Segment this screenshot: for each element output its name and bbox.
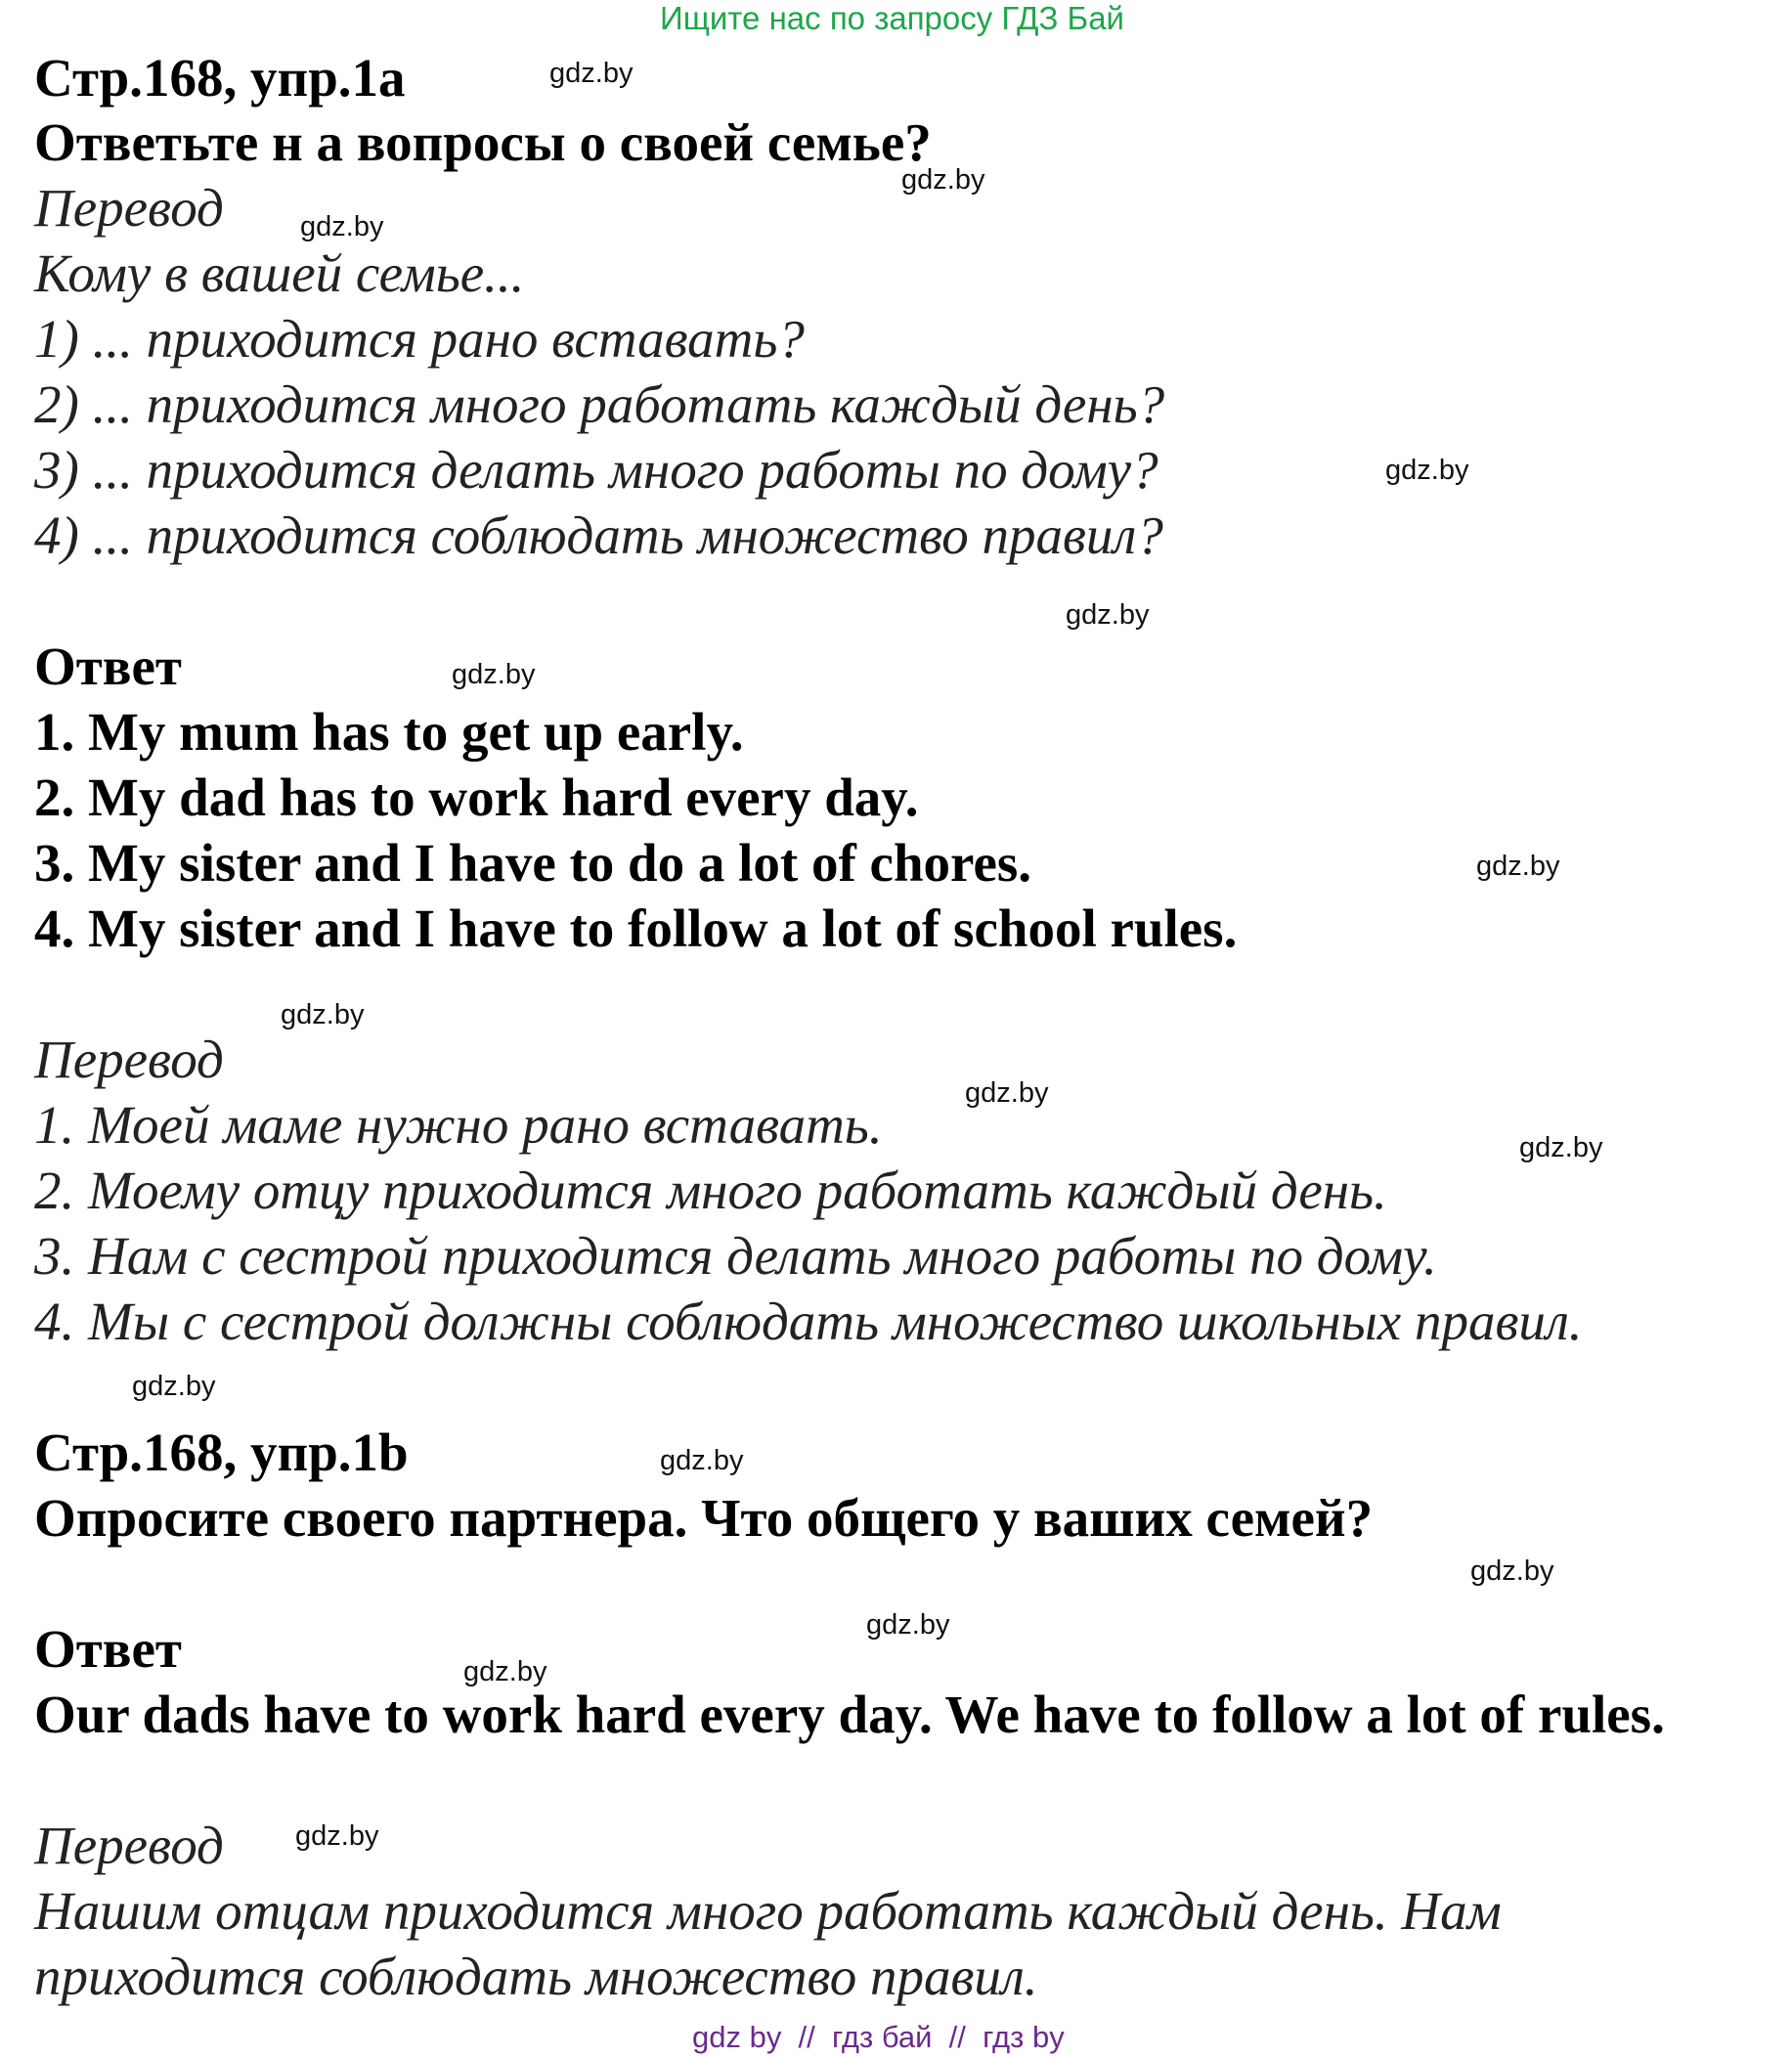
ex1a-question-2: 2) ... приходится много работать каждый день? <box>34 374 1165 434</box>
ex1a-answer-translation-2: 2. Моему отцу приходится много работать каждый день. <box>34 1160 1387 1220</box>
watermark: gdz.by <box>463 1656 547 1687</box>
ex1a-title: Стр.168, упр.1a <box>34 48 406 108</box>
ex1a-answer-translation-4: 4. Мы с сестрой должны соблюдать множество школьных правил. <box>34 1292 1583 1351</box>
watermark: gdz.by <box>901 164 985 196</box>
ex1a-answer-1: 1. My mum has to get up early. <box>34 702 744 762</box>
ex1a-task: Ответьте н а вопросы о своей семье? <box>34 112 932 172</box>
ex1a-answer-translation-3: 3. Нам с сестрой приходится делать много работы по дому. <box>34 1226 1437 1286</box>
watermark: gdz.by <box>452 659 536 690</box>
watermark: gdz.by <box>1470 1555 1554 1587</box>
ex1a-answer-3: 3. My sister and I have to do a lot of chores. <box>34 833 1032 893</box>
ex1b-translation-line-2: приходится соблюдать множество правил. <box>34 1947 1038 2006</box>
ex1b-task: Опросите своего партнера. Что общего у ваших семей? <box>34 1488 1374 1548</box>
watermark: gdz.by <box>965 1077 1049 1109</box>
ex1b-translation-label: Перевод <box>34 1816 224 1875</box>
ex1a-answer-translation-label: Перевод <box>34 1029 224 1089</box>
ex1b-title: Стр.168, упр.1b <box>34 1423 409 1482</box>
ex1a-answer-2: 2. My dad has to work hard every day. <box>34 767 919 827</box>
ex1a-answer-4: 4. My sister and I have to follow a lot of school rules. <box>34 898 1238 958</box>
watermark: gdz.by <box>1385 455 1469 486</box>
top-banner: Ищите нас по запросу ГДЗ Бай <box>660 0 1124 36</box>
watermark: gdz.by <box>1066 599 1150 631</box>
ex1a-intro: Кому в вашей семье... <box>34 243 525 303</box>
ex1b-translation-line-1: Нашим отцам приходится много работать каждый день. Нам <box>34 1881 1502 1941</box>
watermark: gdz.by <box>281 999 365 1030</box>
watermark: gdz.by <box>300 211 384 242</box>
watermark: gdz.by <box>549 58 634 89</box>
ex1a-answer-translation-1: 1. Моей маме нужно рано вставать. <box>34 1095 883 1155</box>
bottom-banner: gdz by // гдз бай // гдз by <box>692 2020 1065 2054</box>
ex1a-question-3: 3) ... приходится делать много работы по дому? <box>34 440 1158 500</box>
ex1a-question-1: 1) ... приходится рано вставать? <box>34 309 805 369</box>
ex1b-answer: Our dads have to work hard every day. We have to follow a lot of rules. <box>34 1685 1665 1744</box>
watermark: gdz.by <box>1519 1132 1603 1163</box>
ex1a-question-4: 4) ... приходится соблюдать множество правил? <box>34 505 1163 565</box>
watermark: gdz.by <box>295 1820 379 1852</box>
ex1a-translation-label: Перевод <box>34 178 224 238</box>
watermark: gdz.by <box>132 1371 216 1402</box>
watermark: gdz.by <box>866 1609 950 1641</box>
watermark: gdz.by <box>660 1445 744 1476</box>
ex1b-answer-label: Ответ <box>34 1619 182 1679</box>
watermark: gdz.by <box>1476 851 1560 882</box>
ex1a-answer-label: Ответ <box>34 636 182 696</box>
